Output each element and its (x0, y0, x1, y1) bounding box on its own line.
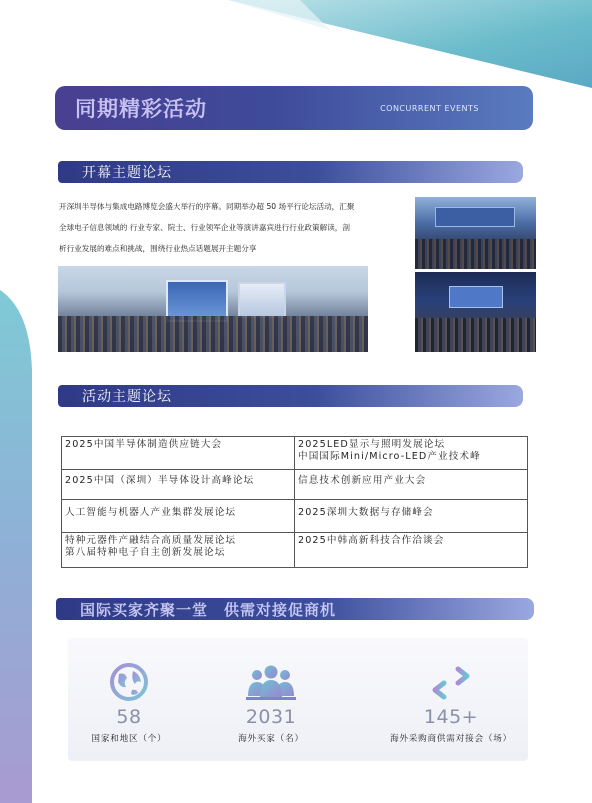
audience (58, 316, 368, 352)
stat-value: 58 (116, 706, 142, 728)
stat-buyers (196, 638, 346, 744)
table-cell (62, 533, 295, 568)
table-cell (295, 500, 528, 533)
section-heading-buyers (56, 598, 534, 620)
stage-screen (238, 282, 286, 318)
stat-value: 2031 (245, 706, 297, 728)
page-subtitle: CONCURRENT EVENTS (380, 103, 479, 113)
section-heading-opening-forum (58, 161, 523, 183)
forum-name: 2025中国半导体制造供应链大会 (65, 439, 223, 450)
exchange-arrows-icon (376, 660, 526, 704)
description-line: 全球电子信息领域的 行业专家、院士、行业领军企业等演讲嘉宾进行行业政策解读，剖 (59, 223, 350, 232)
stat-value: 145+ (423, 706, 479, 728)
globe-icon (54, 660, 204, 704)
description-line: 析行业发展的难点和挑战，围绕行业热点话题展开主题分享 (59, 244, 257, 253)
section-heading-activity-forum (58, 385, 523, 407)
table-cell (295, 437, 528, 470)
forum-name: 2025中国（深圳）半导体设计高峰论坛 (65, 475, 255, 486)
table-cell (62, 470, 295, 500)
forum-name: 2025LED显示与照明发展论坛 (298, 439, 446, 450)
table-cell (295, 470, 528, 500)
stat-label: 国家和地区（个） (91, 734, 167, 744)
people-group-icon (196, 660, 346, 704)
section-heading-label: 开幕主题论坛 (82, 165, 172, 181)
forum-name: 人工智能与机器人产业集群发展论坛 (65, 507, 237, 518)
table-row (62, 437, 528, 470)
description-line: 开深圳半导体与集成电路博览会盛大举行的序幕。同期举办超 50 场平行论坛活动，汇聚 (59, 202, 355, 211)
table-cell (62, 500, 295, 533)
forum-table (61, 436, 528, 568)
stage-screen (449, 286, 503, 308)
stats-panel (68, 638, 528, 761)
table-cell (62, 437, 295, 470)
audience (415, 318, 536, 352)
forum-hall-photo (58, 266, 368, 352)
forum-name: 2025深圳大数据与存储峰会 (298, 507, 434, 518)
section-heading-label: 国际买家齐聚一堂 供需对接促商机 (80, 600, 337, 619)
left-decoration (0, 290, 34, 803)
stage-screen (435, 207, 515, 227)
top-decoration (0, 0, 592, 90)
audience (415, 239, 536, 269)
conference-photo-top (415, 197, 536, 269)
opening-forum-description (59, 196, 409, 259)
table-row (62, 533, 528, 568)
table-cell (295, 533, 528, 568)
forum-name: 中国国际Mini/Micro-LED产业技术峰 (298, 450, 481, 462)
table-row (62, 470, 528, 500)
stat-label: 海外买家（名） (238, 734, 304, 744)
table-row (62, 500, 528, 533)
forum-name: 2025中韩高新科技合作洽谈会 (298, 535, 445, 546)
stat-countries (54, 638, 204, 744)
page-title: 同期精彩活动 (75, 97, 207, 121)
conference-photo-bottom (415, 272, 536, 352)
forum-name: 特种元器件产融结合高质量发展论坛 (65, 535, 237, 546)
section-heading-label: 活动主题论坛 (82, 389, 172, 405)
forum-name: 信息技术创新应用产业大会 (298, 475, 427, 486)
stat-label: 海外采购商供需对接会（场） (389, 734, 513, 744)
main-banner (55, 86, 533, 130)
forum-name: 第八届特种电子自主创新发展论坛 (65, 546, 226, 558)
stat-matchmaking (376, 638, 526, 744)
